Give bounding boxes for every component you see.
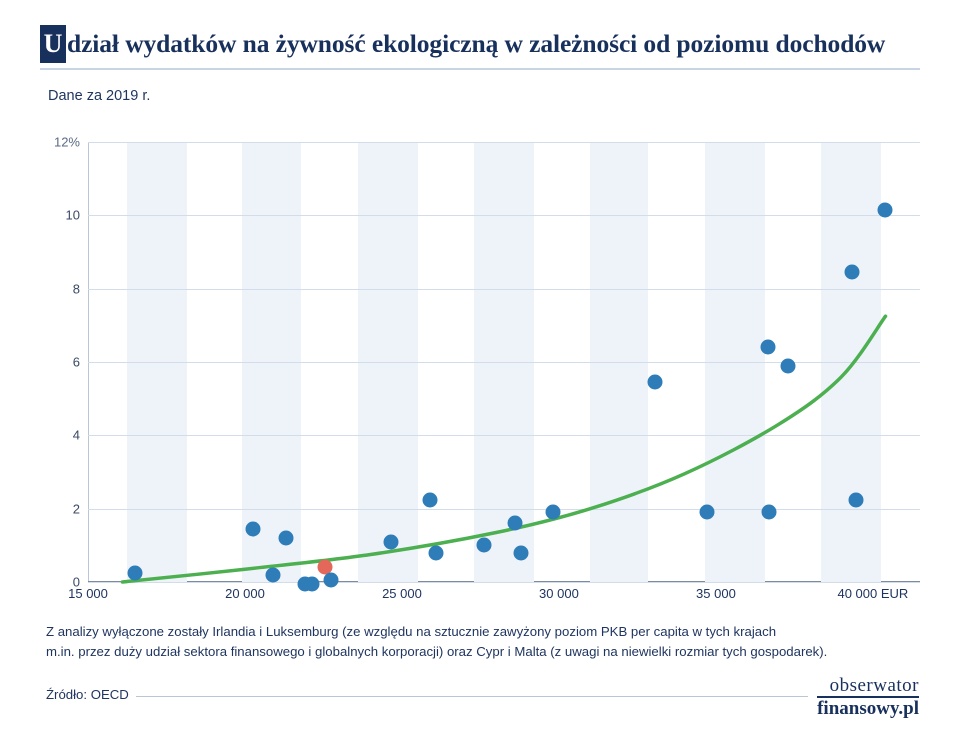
footnote-line-1: Z analizy wyłączone zostały Irlandia i Luksemburg (ze względu na sztucznie zawyżony poziom PKB per capita w tych krajach <box>46 624 777 639</box>
scatter-point <box>278 531 293 546</box>
scatter-point <box>128 565 143 580</box>
x-axis-tick-label: 15 000 <box>68 586 108 601</box>
chart-footnote <box>46 622 926 663</box>
scatter-plot <box>53 134 920 601</box>
brand-logo <box>817 676 919 718</box>
y-axis-tick-label: 8 <box>72 281 80 297</box>
scatter-point <box>699 505 714 520</box>
source-divider <box>136 696 808 697</box>
scatter-point <box>845 265 860 280</box>
scatter-point <box>514 545 529 560</box>
logo-top-text: obserwator <box>829 675 919 696</box>
scatter-point <box>878 202 893 217</box>
y-axis-tick-label: 10 <box>65 207 80 223</box>
chart-plot-area <box>48 128 920 601</box>
title-divider <box>40 68 920 70</box>
scatter-point <box>245 521 260 536</box>
y-gridline <box>88 582 920 583</box>
title-text: dział wydatków na żywność ekologiczną w zależności od poziomu dochodów <box>67 29 886 58</box>
y-axis-tick-label: 2 <box>72 501 80 517</box>
footnote-line-2: m.in. przez duży udział sektora finansowego i globalnych korporacji) oraz Cypr i Malta (z uwagi na niewielki rozmiar tych gospodarek). <box>46 644 828 660</box>
title-badge-letter: U <box>40 25 66 63</box>
x-axis-tick-label: 20 000 <box>225 586 265 601</box>
y-axis-tick-label: 6 <box>72 354 80 370</box>
logo-bottom-text: finansowy.pl <box>817 698 919 719</box>
x-axis-tick-label: 25 000 <box>382 586 422 601</box>
x-axis-tick-label: 35 000 <box>696 586 736 601</box>
scatter-point <box>762 505 777 520</box>
scatter-point <box>429 545 444 560</box>
y-axis-tick-label: 0 <box>72 574 80 590</box>
scatter-point <box>476 538 491 553</box>
scatter-point <box>647 375 662 390</box>
source-label: Źródło: OECD <box>46 687 129 702</box>
x-axis-tick-label: 30 000 <box>539 586 579 601</box>
scatter-point <box>305 576 320 591</box>
scatter-point <box>848 492 863 507</box>
y-axis-tick-label: 4 <box>72 427 80 443</box>
scatter-point <box>507 516 522 531</box>
x-axis-tick-label: 40 000 EUR <box>837 586 909 601</box>
scatter-point <box>760 340 775 355</box>
scatter-point <box>383 534 398 549</box>
trend-line <box>88 142 920 582</box>
scatter-point <box>545 505 560 520</box>
y-axis-tick-label: 12% <box>53 134 80 150</box>
scatter-point <box>266 567 281 582</box>
scatter-point <box>324 573 339 588</box>
scatter-point <box>781 358 796 373</box>
page-title <box>40 22 920 66</box>
scatter-point <box>423 492 438 507</box>
chart-subtitle: Dane za 2019 r. <box>48 88 151 104</box>
